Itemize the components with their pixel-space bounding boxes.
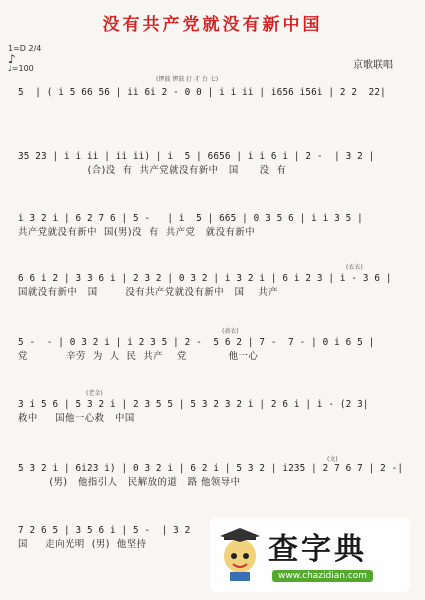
performance-credit: 京歌联唱 bbox=[353, 60, 393, 71]
site-watermark bbox=[210, 518, 410, 592]
notation-line: 3 i 5 6 | 5 3 2 i | 2 3 5 5 | 5 3 2 3 2 i | 2 6 i | i - (2 3| bbox=[18, 399, 369, 410]
graduate-mascot-icon bbox=[218, 526, 262, 582]
tempo-marking: ♩=100 bbox=[8, 64, 34, 73]
small-label: (老金) bbox=[86, 390, 103, 397]
small-label: (衣衣) bbox=[346, 264, 363, 271]
notation-line: i 3 2 i | 6 2 7 6 | 5 - | i 5 | 665 | 0 3 5 6 | i i 3 5 | bbox=[18, 213, 363, 224]
score-row-6 bbox=[18, 398, 413, 425]
watermark-title: 查字典 bbox=[268, 532, 367, 567]
lyric-line: (合)没 有 共产党就没有新中 国 没 有 bbox=[18, 165, 287, 176]
lyric-line bbox=[18, 100, 413, 113]
lyric-line: 国 走向光明 (男) 他坚持 bbox=[18, 539, 147, 550]
notation-line: 5 3 2 i | 6i23 i) | 0 3 2 i | 6 2 i | 5 3 2 | i235 | 2 7 6 7 | 2 -| bbox=[18, 463, 404, 474]
lyric-line: 国就没有新中 国 没有共产党就没有新中 国 共产 bbox=[18, 287, 279, 298]
row1-annotation: (锣鼓 锣鼓 打 才 台 七) bbox=[156, 76, 219, 83]
score-row-4 bbox=[18, 272, 413, 299]
score-header bbox=[8, 44, 41, 74]
score-row-1 bbox=[18, 86, 413, 113]
notation-line: 35 23 | i i ii | ii ii) | i 5 | 6656 | i i 6 i | 2 - | 3 2 | bbox=[18, 151, 375, 162]
score-row-3 bbox=[18, 212, 413, 239]
score-row-7 bbox=[18, 462, 413, 489]
lyric-line: 共产党就没有新中 国(男)没 有 共产党 就没有新中 bbox=[18, 227, 256, 238]
notation-line: 7 2 6 5 | 3 5 6 i | 5 - | 3 2 bbox=[18, 525, 191, 536]
watermark-url: www.chazidian.com bbox=[272, 570, 373, 582]
quarter-note-icon: ♪ bbox=[8, 52, 16, 66]
song-title: 没有共产党就没有新中国 bbox=[102, 15, 323, 35]
lyric-line: (男) 他指引人 民解放的道 路 他领导中 bbox=[18, 477, 241, 488]
score-row-2 bbox=[18, 150, 413, 177]
small-label: (文) bbox=[327, 456, 338, 463]
lyric-line: 救中 国他一心救 中国 bbox=[18, 413, 135, 424]
notation-line: 6 6 i 2 | 3 3 6 i | 2 3 2 | 0 3 2 | i 3 2 i | 6 i 2 3 | i - 3 6 | bbox=[18, 273, 392, 284]
small-label: (斋衣) bbox=[222, 328, 239, 335]
notation-line: 5 | ( i 5 66 56 | ii 6i 2 - 0 0 | i i ii | i656 i56i | 2 2 22| bbox=[18, 87, 386, 98]
key-signature: 1=D 2/4 bbox=[8, 44, 42, 53]
lyric-line: 党 辛劳 为 人 民 共产 党 他一心 bbox=[18, 351, 259, 362]
notation-line: 5 - - | 0 3 2 i | i 2 3 5 | 2 - 5 6 2 | 7 - 7 - | 0 i 6 5 | bbox=[18, 337, 375, 348]
score-row-5 bbox=[18, 336, 413, 363]
